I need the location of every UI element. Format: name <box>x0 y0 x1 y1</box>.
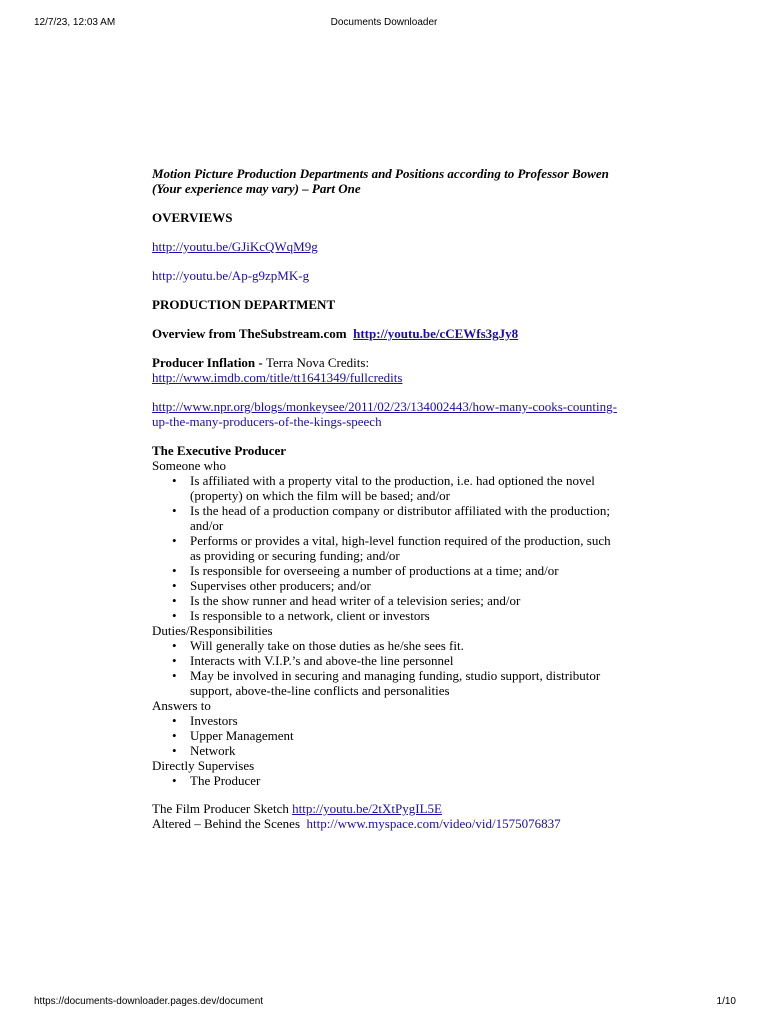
terra-nova-text: Terra Nova Credits: <box>266 355 370 370</box>
substream-line <box>152 326 622 341</box>
executive-producer-heading: The Executive Producer <box>152 443 287 458</box>
answers-to-list <box>152 713 622 758</box>
overviews-heading: OVERVIEWS <box>152 210 233 225</box>
production-department-heading: PRODUCTION DEPARTMENT <box>152 297 336 312</box>
print-site-title: Documents Downloader <box>330 17 438 28</box>
list-item: • Is affiliated with a property vital to the production, i.e. had optioned the novel (property) on which the film will be based; and/or <box>152 473 622 503</box>
list-item: • Upper Management <box>152 728 622 743</box>
producer-inflation-line <box>152 355 622 370</box>
list-item: • Is the head of a production company or distributor affiliated with the production; and/or <box>152 503 622 533</box>
npr-link-line-1[interactable]: http://www.npr.org/blogs/monkeysee/2011/02/23/134002443/how-many-cooks-counting- <box>152 399 617 414</box>
list-item: • Interacts with V.I.P.’s and above-the line personnel <box>152 653 622 668</box>
list-item: • Network <box>152 743 622 758</box>
list-item: • May be involved in securing and managing funding, studio support, distributor support, above-the-line conflicts and personalities <box>152 668 622 698</box>
duties-label: Duties/Responsibilities <box>152 623 273 638</box>
list-item: • Performs or provides a vital, high-level function required of the production, such as providing or securing funding; and/or <box>152 533 622 563</box>
overview-link-1[interactable]: http://youtu.be/GJiKcQWqM9g <box>152 239 318 254</box>
producer-inflation-label: Producer Inflation - <box>152 355 266 370</box>
list-item: • The Producer <box>152 773 622 788</box>
list-item: • Will generally take on those duties as he/she sees fit. <box>152 638 622 653</box>
altered-link[interactable]: http://www.myspace.com/video/vid/1575076837 <box>306 816 561 831</box>
sketch-label: The Film Producer Sketch <box>152 801 293 816</box>
altered-line <box>152 816 622 831</box>
film-producer-sketch-line <box>152 801 622 816</box>
sketch-link[interactable]: http://youtu.be/2tXtPygIL5E <box>292 801 442 816</box>
altered-label: Altered – Behind the Scenes <box>152 816 307 831</box>
someone-who-label: Someone who <box>152 458 227 473</box>
list-item: • Is responsible to a network, client or investors <box>152 608 622 623</box>
directly-supervises-label: Directly Supervises <box>152 758 255 773</box>
npr-link[interactable] <box>152 399 622 429</box>
substream-label: Overview from TheSubstream.com <box>152 326 347 341</box>
title-line-1: Motion Picture Production Departments and Positions according to Professor Bowen <box>152 166 609 181</box>
imdb-link[interactable]: http://www.imdb.com/title/tt1641349/fullcredits <box>152 370 403 385</box>
list-item: • Supervises other producers; and/or <box>152 578 622 593</box>
title-line-2: (Your experience may vary) – Part One <box>152 181 361 196</box>
list-item: • Investors <box>152 713 622 728</box>
list-item: • Is responsible for overseeing a number of productions at a time; and/or <box>152 563 622 578</box>
answers-to-label: Answers to <box>152 698 211 713</box>
print-page-number: 1/10 <box>716 996 736 1007</box>
document-body <box>152 166 622 831</box>
print-footer-url: https://documents-downloader.pages.dev/document <box>34 996 264 1007</box>
directly-supervises-list <box>152 773 622 788</box>
print-datetime: 12/7/23, 12:03 AM <box>34 17 116 28</box>
overview-link-2[interactable]: http://youtu.be/Ap-g9zpMK-g <box>152 268 310 283</box>
list-item: • Is the show runner and head writer of a television series; and/or <box>152 593 622 608</box>
substream-link[interactable]: http://youtu.be/cCEWfs3gJy8 <box>353 326 519 341</box>
document-title <box>152 166 622 196</box>
someone-who-list <box>152 473 622 623</box>
duties-list <box>152 638 622 698</box>
npr-link-line-2[interactable]: up-the-many-producers-of-the-kings-speech <box>152 414 382 429</box>
